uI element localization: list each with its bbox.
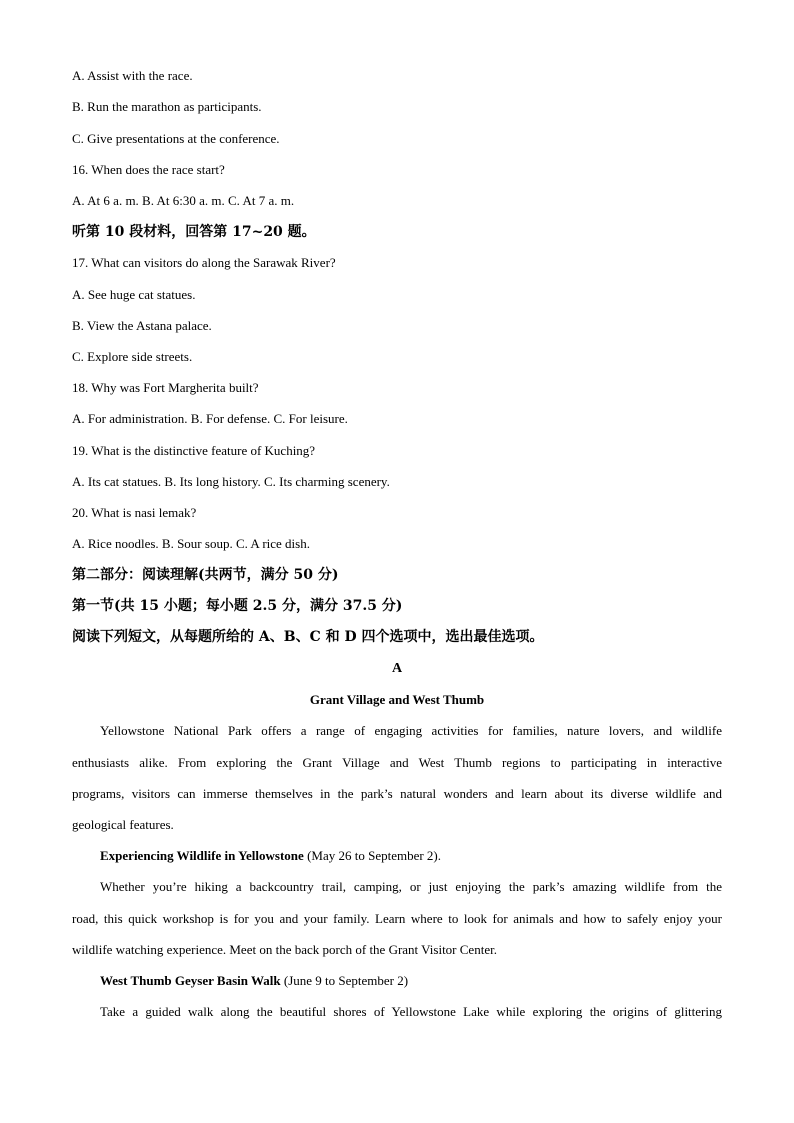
q18-options: A. For administration. B. For defense. C. For leisure. xyxy=(72,411,348,426)
intro-line: Yellowstone National Park offers a range of engaging activities for families, nature lovers, and wildlife xyxy=(100,723,722,738)
event2-heading xyxy=(100,973,408,989)
part2-instruction: 阅读下列短文，从每题所给的 A、B、C 和 D 四个选项中，选出最佳选项。 xyxy=(72,629,544,645)
q16-question: 16. When does the race start? xyxy=(72,162,225,177)
q17-question: 17. What can visitors do along the Sarawak River? xyxy=(72,255,336,270)
event2-name: West Thumb Geyser Basin Walk xyxy=(100,973,281,988)
event2-dates: (June 9 to September 2) xyxy=(280,973,409,988)
q17-option-c: C. Explore side streets. xyxy=(72,349,193,364)
event1-name: Experiencing Wildlife in Yellowstone xyxy=(100,848,304,863)
q15-option-b: B. Run the marathon as participants. xyxy=(72,99,262,114)
passage-title: Grant Village and West Thumb xyxy=(309,692,485,707)
intro-line: programs, visitors can immerse themselves in the park’s natural wonders and learn about its diverse wildlife and xyxy=(72,786,722,801)
event1-line: road, this quick workshop is for you and your family. Learn where to look for animals and how to safely enjoy your xyxy=(72,911,722,926)
event2-line: Take a guided walk along the beautiful shores of Yellowstone Lake while exploring the origins of glittering xyxy=(100,1004,722,1019)
q18-question: 18. Why was Fort Margherita built? xyxy=(72,380,259,395)
q20-options: A. Rice noodles. B. Sour soup. C. A rice dish. xyxy=(72,536,310,551)
q15-option-c: C. Give presentations at the conference. xyxy=(72,131,280,146)
section10-heading: 听第 10 段材料，回答第 17~20 题。 xyxy=(72,224,316,240)
event1-heading xyxy=(100,848,441,864)
part2-heading: 第二部分：阅读理解(共两节，满分 50 分) xyxy=(72,567,339,583)
q19-options: A. Its cat statues. B. Its long history. C. Its charming scenery. xyxy=(72,474,390,489)
passage-letter: A xyxy=(391,661,403,676)
part2-section1-heading: 第一节(共 15 小题；每小题 2.5 分，满分 37.5 分) xyxy=(72,598,403,614)
q17-option-a: A. See huge cat statues. xyxy=(72,287,196,302)
q19-question: 19. What is the distinctive feature of Kuching? xyxy=(72,443,316,458)
q16-options: A. At 6 a. m. B. At 6:30 a. m. C. At 7 a. m. xyxy=(72,193,295,208)
intro-line: geological features. xyxy=(72,817,174,832)
event1-line: wildlife watching experience. Meet on the back porch of the Grant Visitor Center. xyxy=(72,942,497,957)
event1-line: Whether you’re hiking a backcountry trail, camping, or just enjoying the park’s amazing wildlife from the xyxy=(100,879,722,894)
q17-option-b: B. View the Astana palace. xyxy=(72,318,212,333)
event1-dates: (May 26 to September 2). xyxy=(303,848,442,863)
q15-option-a: A. Assist with the race. xyxy=(72,68,193,83)
q20-question: 20. What is nasi lemak? xyxy=(72,505,197,520)
intro-line: enthusiasts alike. From exploring the Grant Village and West Thumb regions to participating in interactive xyxy=(72,755,722,770)
